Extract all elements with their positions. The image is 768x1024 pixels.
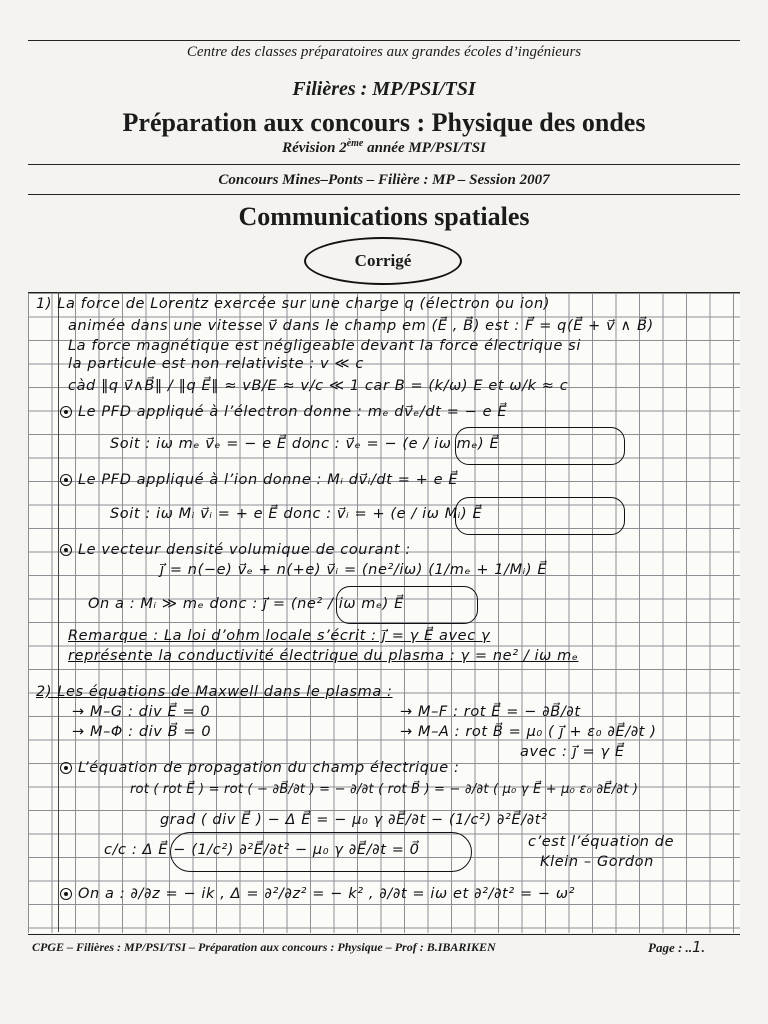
bottom-rule bbox=[28, 934, 740, 935]
hw-line-2: animée dans une vitesse v⃗ dans le champ em (E⃗ , B⃗) est : F⃗ = q(E⃗ + v⃗ ∧ B⃗) bbox=[68, 318, 654, 334]
hw-line-5: càd ‖q v⃗∧B⃗‖ / ‖q E⃗‖ ≈ vB/E ≈ v/c ≪ 1 car B = (k/ω) E et ω/k ≈ c bbox=[68, 378, 569, 394]
margin-line bbox=[58, 292, 59, 932]
institution-line: Centre des classes préparatoires aux grandes écoles d’ingénieurs bbox=[186, 44, 582, 60]
hw-line-6: Le PFD appliqué à l’électron donne : mₑ dv⃗ₑ/dt = − e E⃗ bbox=[60, 404, 507, 420]
concours-line: Concours Mines–Ponts – Filière : MP – Session 2007 bbox=[218, 172, 550, 188]
hw-line-12: On a : Mᵢ ≫ mₑ donc : j⃗ = (ne² / iω mₑ) E⃗ bbox=[88, 596, 404, 612]
hw-line-4: la particule est non relativiste : v ≪ c bbox=[68, 356, 364, 372]
hw-line-7: Soit : iω mₑ v⃗ₑ = − e E⃗ donc : v⃗ₑ = − (e / iω mₑ) E⃗ bbox=[110, 436, 500, 452]
hw-line-23: grad ( div E⃗ ) − Δ E⃗ = − μ₀ γ ∂E⃗/∂t − (1/c²) ∂²E⃗/∂t² bbox=[160, 812, 548, 828]
hw-line-25: c’est l’équation de bbox=[528, 834, 675, 850]
bullet-icon bbox=[60, 406, 72, 418]
top-rule bbox=[28, 40, 740, 41]
hw-line-24: c/c : Δ E⃗ − (1/c²) ∂²E⃗/∂t² − μ₀ γ ∂E⃗/∂t = 0⃗ bbox=[104, 842, 420, 858]
bullet-icon bbox=[60, 888, 72, 900]
hw-line-20: avec : j⃗ = γ E⃗ bbox=[520, 744, 625, 760]
mid-rule bbox=[28, 164, 740, 165]
preparation-title: Préparation aux concours : Physique des ondes bbox=[122, 108, 646, 137]
hw-line-26: Klein – Gordon bbox=[540, 854, 654, 870]
title-rule bbox=[28, 194, 740, 195]
hw-line-11: j⃗ = n(−e) v⃗ₑ + n(+e) v⃗ᵢ = (ne²/iω) (1/mₑ + 1/Mᵢ) E⃗ bbox=[160, 562, 548, 578]
hw-line-9: Soit : iω Mᵢ v⃗ᵢ = + e E⃗ donc : v⃗ᵢ = + (e / iω Mᵢ) E⃗ bbox=[110, 506, 483, 522]
corrige-ellipse bbox=[304, 237, 462, 285]
hw-line-1: 1) La force de Lorentz exercée sur une charge q (électron ou ion) bbox=[36, 296, 550, 312]
bullet-icon bbox=[60, 762, 72, 774]
page-number: Page : ..1. bbox=[648, 938, 705, 956]
filieres-line: Filières : MP/PSI/TSI bbox=[292, 78, 476, 100]
hw-line-27: On a : ∂/∂z = − ik , Δ = ∂²/∂z² = − k² , ∂/∂t = iω et ∂²/∂t² = − ω² bbox=[60, 886, 575, 902]
corrige-label: Corrigé bbox=[354, 251, 412, 270]
hw-line-17: → M–F : rot E⃗ = − ∂B⃗/∂t bbox=[400, 704, 581, 720]
hw-line-10: Le vecteur densité volumique de courant : bbox=[60, 542, 411, 558]
hw-line-15: 2) Les équations de Maxwell dans le plasma : bbox=[36, 684, 393, 700]
revision-line: Révision 2ème année MP/PSI/TSI bbox=[282, 138, 486, 156]
hw-line-21: L’équation de propagation du champ électrique : bbox=[60, 760, 460, 776]
hw-line-14: représente la conductivité électrique du plasma : γ = ne² / iω mₑ bbox=[68, 648, 579, 664]
hw-line-13: Remarque : La loi d’ohm locale s’écrit : j⃗ = γ E⃗ avec γ bbox=[68, 628, 491, 644]
bullet-icon bbox=[60, 474, 72, 486]
hw-line-16: → M–G : div E⃗ = 0 bbox=[72, 704, 211, 720]
document-title: Communications spatiales bbox=[238, 202, 530, 231]
hw-line-22: rot ( rot E⃗ ) = rot ( − ∂B⃗/∂t ) = − ∂/∂t ( rot B⃗ ) = − ∂/∂t ( μ₀ γ E⃗ + μ₀ ε₀ ∂E⃗/∂t ) bbox=[130, 782, 639, 797]
hw-line-18: → M–Φ : div B⃗ = 0 bbox=[72, 724, 212, 740]
bullet-icon bbox=[60, 544, 72, 556]
hw-line-19: → M–A : rot B⃗ = μ₀ ( j⃗ + ε₀ ∂E⃗/∂t ) bbox=[400, 724, 657, 740]
hw-line-8: Le PFD appliqué à l’ion donne : Mᵢ dv⃗ᵢ/dt = + e E⃗ bbox=[60, 472, 458, 488]
footer-text: CPGE – Filières : MP/PSI/TSI – Préparation aux concours : Physique – Prof : B.IBARIKEN bbox=[32, 940, 496, 954]
hw-line-3: La force magnétique est négligeable devant la force électrique si bbox=[68, 338, 581, 354]
